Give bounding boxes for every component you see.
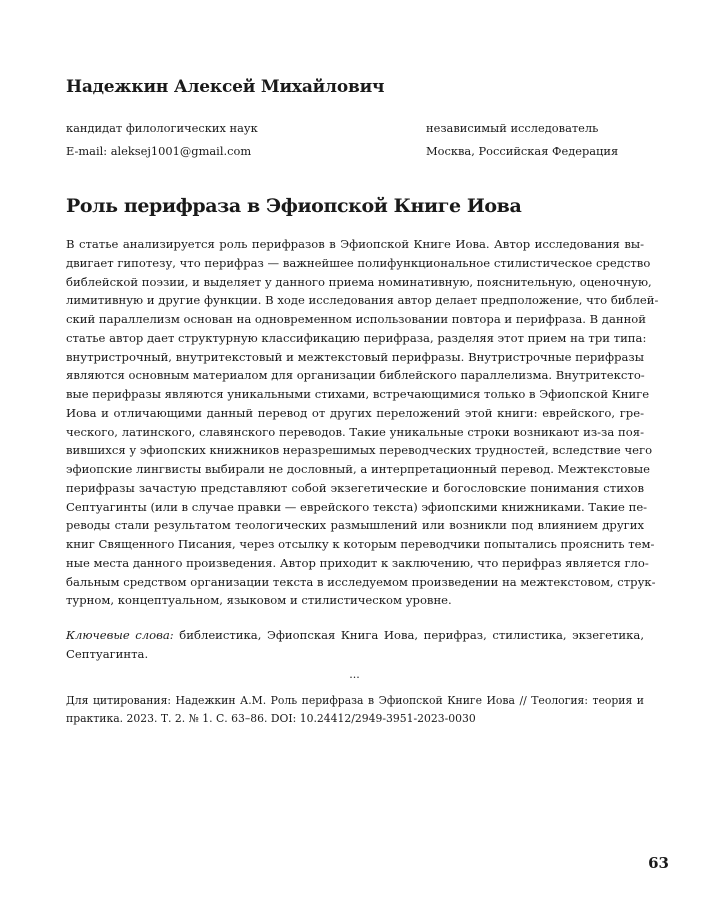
abstract-line: В статье анализируется роль перифразов в Эфиопской Книге Иова. Автор исследования вы- bbox=[66, 237, 644, 251]
keywords-line bbox=[66, 626, 644, 645]
author-position: независимый исследователь bbox=[426, 121, 599, 135]
citation-line: Для цитирования: Надежкин А.М. Роль перифраза в Эфиопской Книге Иова // Теология: теория и bbox=[66, 694, 644, 707]
abstract-line: Иова и отличающими данный перевод от других переложений этой книги: еврейского, гре- bbox=[66, 405, 644, 420]
abstract-line: вые перифразы являются уникальными стихами, встречающимися только в Эфиопской Книге bbox=[66, 387, 650, 401]
article-title: Роль перифраза в Эфиопской Книге Иова bbox=[66, 195, 522, 217]
abstract-line: ные места данного произведения. Автор приходит к заключению, что перифраз является гло- bbox=[66, 555, 649, 570]
abstract-line: бальным средством организации текста в исследуемом произведении на межтекстовом, струк- bbox=[66, 574, 656, 589]
abstract-line: перифразы зачастую представляют собой экзегетические и богословские понимания стихов bbox=[66, 480, 644, 495]
abstract-line: двигает гипотезу, что перифраз — важнейшее полифункциональное стилистическое средство bbox=[66, 255, 651, 270]
abstract-line: Септуагинты (или в случае правки — еврейского текста) эфиопскими книжниками. Такие пе- bbox=[66, 499, 648, 514]
keywords-line: Септуагинта. bbox=[66, 646, 149, 661]
citation bbox=[66, 692, 644, 728]
abstract-line: ский параллелизм основан на одновременном использовании повтора и перифраза. В данной bbox=[66, 312, 647, 326]
keywords bbox=[66, 626, 644, 664]
abstract-line: вившихся у эфиопских книжников неразрешимых переводческих трудностей, вследствие чего bbox=[66, 443, 653, 458]
abstract-line: лимитивную и другие функции. В ходе исследования автор делает предположение, что библей- bbox=[66, 293, 659, 308]
page-number: 63 bbox=[648, 854, 669, 872]
abstract-line: внутристрочный, внутритекстовый и межтекстовый перифразы. Внутристрочные перифразы bbox=[66, 349, 644, 364]
keywords-label: Ключевые слова: bbox=[66, 628, 174, 642]
abstract-line: библейской поэзии, и выделяет у данного приема номинативную, пояснительную, оценочную, bbox=[66, 274, 652, 289]
author-degree: кандидат филологических наук bbox=[66, 121, 258, 135]
author-name: Надежкин Алексей Михайлович bbox=[66, 77, 385, 97]
abstract-line: реводы стали результатом теологических размышлений или возникли под влиянием других bbox=[66, 518, 644, 533]
abstract-line: книг Священного Писания, через отсылку к которым переводчики попытались прояснить тем- bbox=[66, 537, 655, 551]
separator: ... bbox=[349, 668, 360, 681]
abstract-line: ческого, латинского, славянского переводов. Такие уникальные строки возникают из-за поя- bbox=[66, 424, 644, 439]
abstract-line: являются основным материалом для организации библейского параллелизма. Внутритексто- bbox=[66, 368, 645, 383]
citation-line: практика. 2023. Т. 2. № 1. С. 63–86. DOI: 10.24412/2949-3951-2023-0030 bbox=[66, 712, 476, 725]
abstract-line: эфиопские лингвисты выбирали не дословный, а интерпретационный перевод. Межтекстовые bbox=[66, 462, 651, 476]
author-email: E-mail: aleksej1001@gmail.com bbox=[66, 144, 252, 158]
keywords-list: библеистика, Эфиопская Книга Иова, перифраз, стилистика, экзегетика, bbox=[173, 628, 645, 642]
author-location: Москва, Российская Федерация bbox=[426, 144, 619, 158]
abstract-line: статье автор дает структурную классификацию перифраза, разделяя этот прием на три типа: bbox=[66, 330, 647, 345]
abstract-line: турном, концептуальном, языковом и стилистическом уровне. bbox=[66, 593, 452, 608]
abstract bbox=[66, 235, 659, 610]
